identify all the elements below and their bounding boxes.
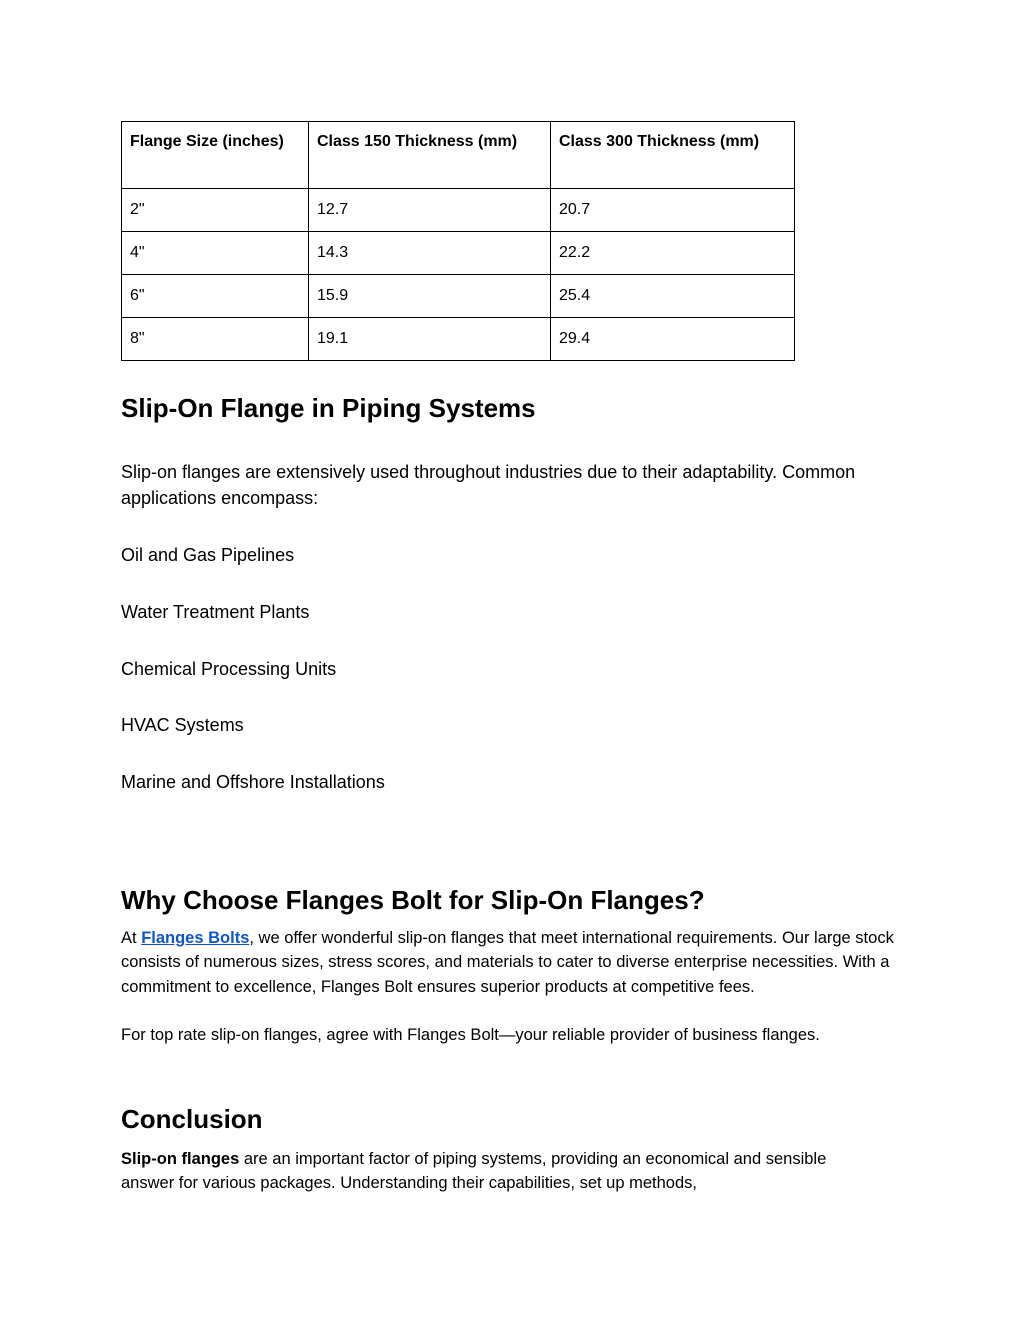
table-cell: 2" bbox=[122, 189, 309, 232]
header-flange-size: Flange Size (inches) bbox=[122, 122, 309, 189]
table-row bbox=[122, 232, 795, 275]
application-item: Oil and Gas Pipelines bbox=[121, 545, 295, 565]
header-class-300: Class 300 Thickness (mm) bbox=[551, 122, 795, 189]
applications-intro: Slip-on flanges are extensively used throughout industries due to their adaptability. Common applications encompass: bbox=[121, 462, 856, 508]
application-item: HVAC Systems bbox=[121, 715, 244, 735]
table-cell: 25.4 bbox=[551, 275, 795, 318]
table-cell: 22.2 bbox=[551, 232, 795, 275]
section-heading-piping-systems: Slip-On Flange in Piping Systems bbox=[121, 393, 536, 423]
conclusion-paragraph bbox=[121, 1147, 861, 1196]
table-row bbox=[122, 275, 795, 318]
paragraph-text: are an important factor of piping systems, providing an economical and sensible answer for various packages. Understanding their capabilities, set up methods, bbox=[121, 1150, 827, 1193]
application-item: Chemical Processing Units bbox=[121, 659, 337, 679]
table-cell: 29.4 bbox=[551, 318, 795, 361]
table-cell: 4" bbox=[122, 232, 309, 275]
table-row bbox=[122, 318, 795, 361]
table-header-row bbox=[122, 122, 795, 189]
header-class-150: Class 150 Thickness (mm) bbox=[309, 122, 551, 189]
paragraph-text: At bbox=[121, 929, 142, 947]
table-cell: 12.7 bbox=[309, 189, 551, 232]
recommendation-paragraph: For top rate slip-on flanges, agree with Flanges Bolt—your reliable provider of business flanges. bbox=[121, 1026, 820, 1044]
paragraph-text: , we offer wonderful slip-on flanges that meet international requirements. Our large stock consists of numerous sizes, stress scores, and materials to cater to diverse enterprise necessities. With a commitment to excellence, Flanges Bolt ensures superior products at competitive fees. bbox=[121, 929, 894, 996]
section-heading-why-choose: Why Choose Flanges Bolt for Slip-On Flanges? bbox=[121, 885, 705, 915]
table-cell: 20.7 bbox=[551, 189, 795, 232]
table-cell: 15.9 bbox=[309, 275, 551, 318]
table-cell: 8" bbox=[122, 318, 309, 361]
flanges-bolts-link[interactable]: Flanges Bolts bbox=[141, 929, 250, 947]
application-item: Marine and Offshore Installations bbox=[121, 772, 385, 792]
section-heading-conclusion: Conclusion bbox=[121, 1104, 263, 1134]
flange-thickness-table bbox=[121, 121, 795, 361]
table-cell: 6" bbox=[122, 275, 309, 318]
table-cell: 14.3 bbox=[309, 232, 551, 275]
application-item: Water Treatment Plants bbox=[121, 602, 310, 622]
table-cell: 19.1 bbox=[309, 318, 551, 361]
table-row bbox=[122, 189, 795, 232]
conclusion-bold-lead: Slip-on flanges bbox=[121, 1150, 240, 1168]
why-choose-paragraph bbox=[121, 926, 911, 999]
